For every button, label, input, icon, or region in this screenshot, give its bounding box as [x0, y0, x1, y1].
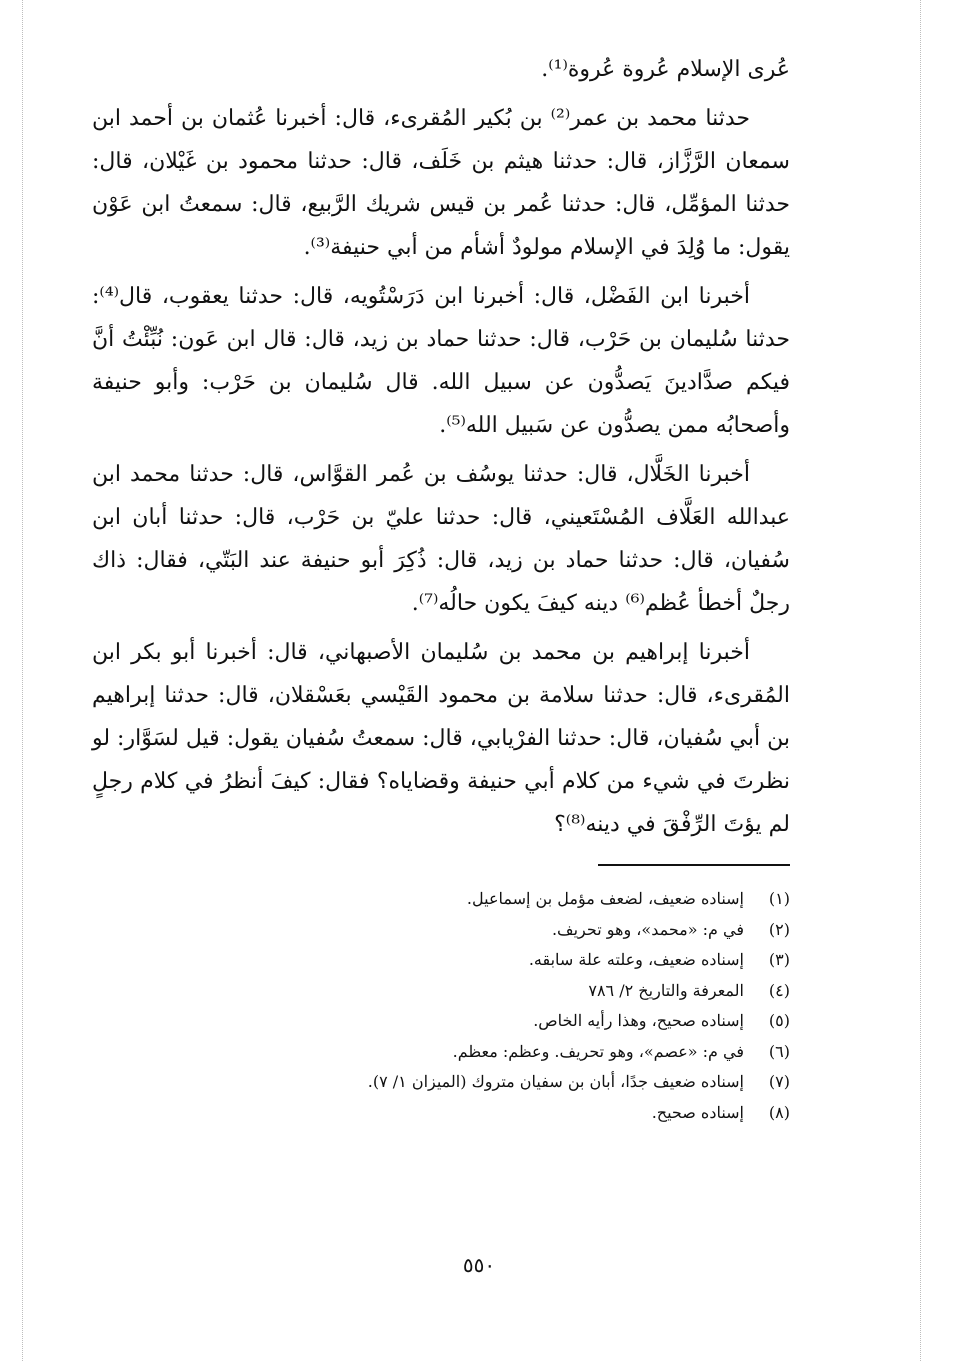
- footnote-text: في م: «محمد»، وهو تحريف.: [551, 919, 744, 939]
- main-text: [92, 48, 790, 852]
- footnote-number: (٤): [768, 980, 790, 1000]
- footnote-number: (٨): [768, 1102, 790, 1122]
- footnote: [92, 915, 790, 946]
- footnote: [92, 1037, 790, 1068]
- paragraph: أخبرنا ابن الفَضْل، قال: أخبرنا ابن دَرَسْتُويه، قال: حدثنا يعقوب، قال⁽⁴⁾: حدثنا سُليمان بن حَرْب، قال: حدثنا حماد بن زيد، قال: قال ابن عَون: نُبِّئْتُ أنَّ فيكم صدَّادينَ يَصدُّون عن سبيل الله. قال سُليمان بن حَرْب: وأبو حنيفة وأصحابُه ممن يصدُّون عن سَبيل الله⁽⁵⁾.: [92, 284, 790, 438]
- footnote-text: إسناده صحيح، وهذا رأيه الخاص.: [533, 1011, 744, 1030]
- footnote-number: (٧): [768, 1072, 790, 1091]
- footnote-number: (٦): [768, 1041, 790, 1061]
- footnote-text: في م: «عصم»، وهو تحريف. وعظم: معظم.: [452, 1041, 744, 1061]
- footnote: [92, 945, 790, 976]
- footnote-number: (١): [768, 889, 790, 908]
- scan-edge-left: [22, 0, 23, 1361]
- paragraph: عُرى الإسلام عُروة عُروة⁽¹⁾.: [541, 57, 790, 82]
- footnote-text: المعرفة والتاريخ ٢/ ٧٨٦: [588, 980, 744, 1000]
- footnote-number: (٢): [768, 919, 790, 939]
- footnote-text: إسناده صحيح.: [651, 1102, 744, 1122]
- footnote: [92, 1067, 790, 1098]
- paragraph: أخبرنا الخَلَّال، قال: حدثنا يوسُف بن عُمر القوَّاس، قال: حدثنا محمد ابن عبدالله العَلَّاف المُسْتَعيني، قال: حدثنا عليّ بن حَرْب، قال: حدثنا أبان ابن سُفيان، قال: حدثنا حماد بن زيد، قال: ذُكِرَ أبو حنيفة عند البَتّي، فقال: ذاك رجلٌ أخطأ عُظم⁽⁶⁾ دينه كيفَ يكون حالُه⁽⁷⁾.: [92, 462, 790, 616]
- footnote: [92, 884, 790, 915]
- footnotes: [92, 884, 790, 1128]
- footnote-text: إسناده ضعيف، لضعف مؤمل بن إسماعيل.: [466, 889, 744, 908]
- footnote-text: إسناده ضعيف جدًا، أبان بن سفيان متروك (الميزان ١/ ٧).: [367, 1072, 744, 1091]
- footnote-number: (٣): [768, 950, 790, 969]
- footnote-separator: [598, 864, 790, 866]
- footnote-number: (٥): [768, 1011, 790, 1030]
- footnote: [92, 976, 790, 1007]
- scan-edge-right: [920, 0, 921, 1361]
- paragraph: أخبرنا إبراهيم بن محمد بن سُليمان الأصبهاني، قال: أخبرنا أبو بكر ابن المُقرىء، قال: حدثنا سلامة بن محمود القَيْسي بعَسْقلان، قال: حدثنا إبراهيم بن أبي سُفيان، قال: حدثنا الفرْيابي، قال: سمعتُ سُفيان يقول: قيل لسَوَّار: لو نظرتَ في شيء من كلام أبي حنيفة وقضاياه؟ فقال: كيفَ أنظرُ في كلام رجلٍ لم يؤتَ الرِّفْقَ في دينه⁽⁸⁾؟: [91, 640, 790, 837]
- paragraph: حدثنا محمد بن عمر⁽²⁾ بن بُكير المُقرىء، قال: أخبرنا عُثمان بن أحمد ابن سمعان الرَّزَّاز، قال: حدثنا هيثم بن خَلَف، قال: حدثنا محمود بن غَيْلان، قال: حدثنا المؤمِّل، قال: حدثنا عُمر بن قيس شريك الرَّبيع، قال: سمعتُ ابن عَوْن يقول: ما وُلِدَ في الإسلام مولودٌ أشأم من أبي حنيفة⁽³⁾.: [92, 106, 790, 260]
- page-number: ٥٥٠: [462, 1253, 496, 1277]
- footnote: [92, 1098, 790, 1129]
- footnote-text: إسناده ضعيف، وعلته علة سابقه.: [528, 950, 744, 969]
- footnote: [92, 1006, 790, 1037]
